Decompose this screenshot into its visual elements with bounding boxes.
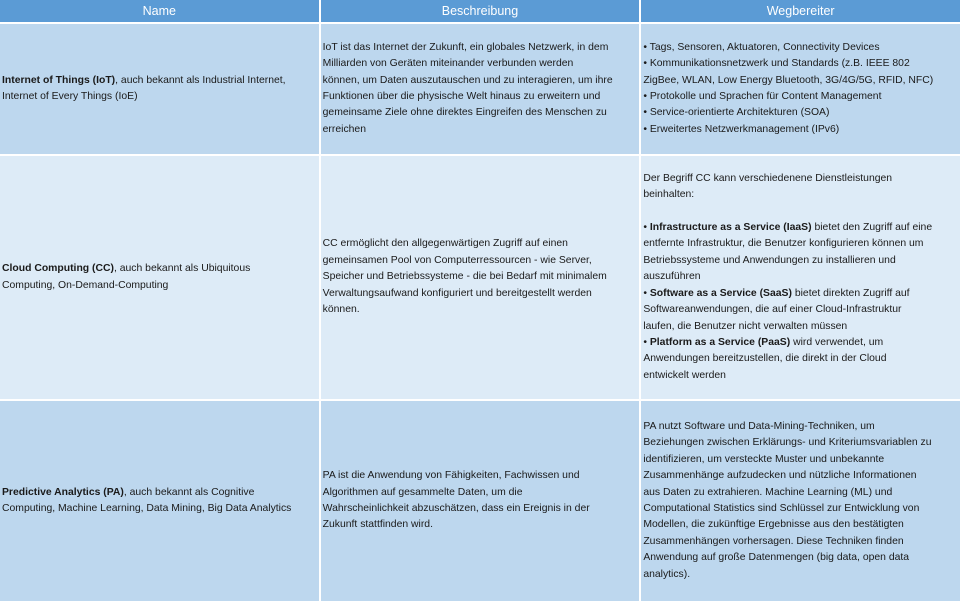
text-line (643, 253, 958, 269)
text-line (2, 261, 317, 277)
description-cell (321, 24, 640, 154)
bold-term: Cloud Computing (CC) (2, 263, 114, 275)
text-segment: ZigBee, WLAN, Low Energy Bluetooth, 3G/4G/5G, RFID, NFC) (643, 74, 934, 86)
text-segment: Funktionen über die physische Welt hinaus zu erweitern und (322, 91, 601, 102)
text-line (643, 550, 958, 566)
text-segment: erreichen (322, 123, 366, 135)
text-segment: Beziehungen zwischen Erklärungs- und Kriteriumsvariablen zu (643, 437, 932, 449)
enablers-cell (641, 24, 960, 154)
text-segment: Der Begriff CC kann verschiedenene Dienstleistungen (643, 172, 893, 184)
text-line (643, 419, 958, 435)
text-line (323, 89, 638, 105)
table-row (0, 24, 960, 154)
text-segment: • (643, 222, 650, 234)
text-segment: können. (322, 304, 360, 316)
text-segment: IoT ist das Internet der Zukunft, ein globales Netzwerk, in dem (322, 41, 609, 53)
text-segment: bietet den Zugriff auf eine (811, 222, 933, 234)
text-line (2, 89, 317, 105)
text-line (643, 89, 958, 105)
text-segment: Zusammenhängen vorhersagen. Diese Techniken finden (643, 535, 904, 547)
text-segment: Verwaltungsaufwand konfiguriert und bereitgestellt werden (322, 287, 592, 299)
text-line (323, 105, 638, 121)
text-segment: PA nutzt Software und Data-Mining-Techniken, um (643, 420, 875, 432)
table-row (0, 401, 960, 601)
name-cell (0, 401, 319, 601)
text-line (323, 73, 638, 89)
text-line (643, 302, 958, 318)
header-name: Name (0, 0, 319, 22)
enablers-cell (641, 401, 960, 601)
text-segment: • Kommunikationsnetzwerk und Standards (z.B. IEEE 802 (643, 58, 910, 70)
text-line (323, 269, 638, 285)
bold-term: Infrastructure as a Service (IaaS) (649, 222, 812, 234)
text-line (643, 171, 958, 187)
text-segment: Milliarden von Geräten miteinander verbunden werden (322, 58, 574, 70)
bold-term: Platform as a Service (PaaS) (649, 336, 791, 348)
text-segment: Computational Statistics sind Schlüssel zur Entwicklung von (643, 503, 920, 514)
text-segment: Wahrscheinlichkeit abzuschätzen, dass ein Ereignis in der (322, 503, 590, 514)
text-segment: • Erweitertes Netzwerkmanagement (IPv6) (643, 123, 840, 135)
text-segment: , auch bekannt als Industrial Internet, (115, 74, 286, 86)
text-segment: Internet of Every Things (IoE) (2, 91, 138, 102)
text-line (643, 534, 958, 550)
text-segment: • (643, 287, 650, 299)
text-line (643, 220, 958, 236)
text-line (643, 105, 958, 121)
text-segment: identifizieren, um versteckte Muster und unbekannte (643, 453, 885, 465)
text-segment: analytics). (643, 568, 691, 580)
text-line (643, 204, 958, 220)
text-segment: gemeinsamen Pool von Computerressourcen - wie Server, (322, 254, 592, 266)
bold-term: Software as a Service (SaaS) (649, 287, 792, 299)
enablers-cell (641, 156, 960, 399)
text-segment: wird verwendet, um (790, 336, 884, 348)
name-cell (0, 24, 319, 154)
description-cell (321, 156, 640, 399)
text-line (2, 501, 317, 517)
text-segment: CC ermöglicht den allgegenwärtigen Zugriff auf einen (322, 238, 568, 250)
text-line (643, 319, 958, 335)
bold-term: Internet of Things (IoT) (2, 74, 116, 86)
text-line (643, 485, 958, 501)
text-segment: • (643, 336, 650, 348)
text-segment: aus Daten zu extrahieren. Machine Learning (ML) und (643, 486, 893, 498)
text-segment: Softwareanwendungen, die auf einer Cloud-Infrastruktur (643, 304, 902, 316)
header-description: Beschreibung (321, 0, 640, 22)
text-segment: • Tags, Sensoren, Aktuatoren, Connectivity Devices (643, 41, 880, 53)
text-line (643, 517, 958, 533)
text-line (643, 73, 958, 89)
text-segment: entwickelt werden (643, 369, 726, 381)
text-line (643, 56, 958, 72)
text-segment: Zukunft stattfinden wird. (322, 519, 433, 531)
text-line (643, 122, 958, 138)
text-segment: auszuführen (643, 271, 701, 283)
text-line (2, 278, 317, 294)
text-segment: Zusammenhänge aufzudecken und nützliche Informationen (643, 470, 917, 482)
text-line (643, 269, 958, 285)
text-line (323, 468, 638, 484)
text-segment: Anwendung auf große Datenmengen (big data, open data (643, 552, 910, 564)
text-segment: können, um Daten auszutauschen und zu interagieren, um ihre (322, 74, 613, 86)
text-line (323, 302, 638, 318)
text-line (323, 485, 638, 501)
text-line (643, 567, 958, 583)
text-line (643, 368, 958, 384)
text-line (643, 351, 958, 367)
description-cell (321, 401, 640, 601)
table-row (0, 156, 960, 399)
text-line (323, 122, 638, 138)
text-segment: Modellen, die zukünftige Ergebnisse aus den bestätigten (643, 519, 904, 531)
text-line (643, 501, 958, 517)
text-segment: laufen, die Benutzer nicht verwalten müssen (643, 320, 848, 332)
text-segment: gemeinsame Ziele ohne direktes Eingreifen des Menschen zu (322, 107, 607, 119)
text-line (643, 468, 958, 484)
text-line (643, 236, 958, 252)
text-segment: entfernte Infrastruktur, die Benutzer konfigurieren können um (643, 238, 924, 250)
text-line (2, 73, 317, 89)
text-line (643, 435, 958, 451)
header-enablers: Wegbereiter (641, 0, 960, 22)
text-line (323, 40, 638, 56)
text-line (643, 335, 958, 351)
text-segment: Computing, Machine Learning, Data Mining, Big Data Analytics (2, 503, 292, 514)
name-cell (0, 156, 319, 399)
text-segment: Betriebssysteme und Anwendungen zu installieren und (643, 254, 896, 266)
text-segment: Speicher und Betriebssysteme - die bei Bedarf mit minimalem (322, 271, 607, 283)
text-segment: , auch bekannt als Cognitive (123, 486, 255, 498)
text-segment: Computing, On-Demand-Computing (2, 279, 169, 291)
text-line (323, 517, 638, 533)
text-segment: bietet direkten Zugriff auf (791, 287, 910, 299)
text-segment: • Service-orientierte Architekturen (SOA) (643, 107, 830, 119)
text-line (643, 40, 958, 56)
text-segment: beinhalten: (643, 189, 695, 201)
text-line (323, 56, 638, 72)
text-segment: Anwendungen bereitzustellen, die direkt in der Cloud (643, 353, 887, 365)
text-line (643, 187, 958, 203)
text-segment: , auch bekannt als Ubiquitous (113, 263, 251, 275)
bold-term: Predictive Analytics (PA) (2, 486, 124, 498)
text-segment: • Protokolle und Sprachen für Content Management (643, 91, 882, 102)
text-line (643, 286, 958, 302)
text-line (2, 485, 317, 501)
table-body (0, 24, 960, 601)
text-line (323, 501, 638, 517)
text-segment: Algorithmen auf gesammelte Daten, um die (322, 486, 523, 498)
text-line (323, 286, 638, 302)
text-line (323, 253, 638, 269)
text-line (643, 452, 958, 468)
header-row (0, 0, 960, 22)
text-line (323, 236, 638, 252)
text-segment: PA ist die Anwendung von Fähigkeiten, Fachwissen und (322, 470, 580, 482)
